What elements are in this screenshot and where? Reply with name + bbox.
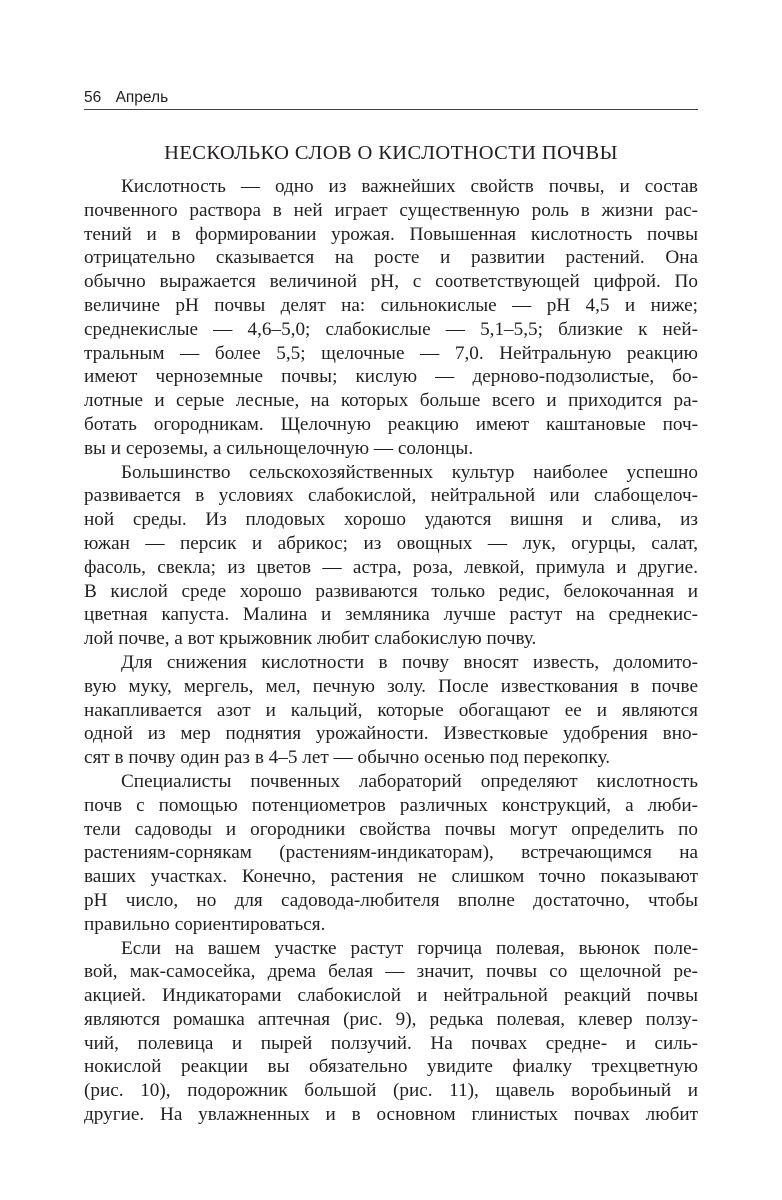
text-line: тральным — более 5,5; щелочные — 7,0. Нейтральную реакцию — [84, 342, 698, 364]
section-name: Апрель — [115, 89, 169, 106]
text-line: почвенного раствора в ней играет существенную роль в жизни рас- — [84, 199, 698, 221]
paragraph — [84, 175, 698, 461]
paragraph — [84, 651, 698, 770]
text-line: лотные и серые лесные, на которых больше всего и приходится ра- — [84, 390, 698, 412]
text-line: Большинство сельскохозяйственных культур наиболее успешно — [121, 461, 698, 483]
text-line: ваших участках. Конечно, растения не слишком точно показывают — [84, 866, 698, 888]
text-line: имеют черноземные почвы; кислую — дерново-подзолистые, бо- — [84, 366, 698, 388]
text-line: сят в почву один раз в 4–5 лет — обычно осенью под перекопку. — [84, 747, 611, 769]
text-line: развивается в условиях слабокислой, нейтральной или слабощелоч- — [84, 485, 698, 507]
text-line: вы и сероземы, а сильнощелочную — солонцы. — [84, 437, 474, 459]
text-line: отрицательно сказывается на росте и развитии растений. Она — [84, 247, 698, 269]
text-line: фасоль, свекла; из цветов — астра, роза, левкой, примула и другие. — [84, 556, 698, 578]
text-line: среднекислые — 4,6–5,0; слабокислые — 5,1–5,5; близкие к ней- — [84, 318, 698, 340]
text-line: ной среды. Из плодовых хорошо удаются вишня и слива, из — [84, 509, 698, 531]
text-line: акцией. Индикаторами слабокислой и нейтральной реакций почвы — [84, 985, 698, 1007]
paragraph — [84, 770, 698, 937]
text-line: ботать огородникам. Щелочную реакцию имеют каштановые поч- — [84, 413, 698, 435]
text-line: вой, мак-самосейка, дрема белая — значит, почвы со щелочной ре- — [84, 961, 698, 983]
text-line: Если на вашем участке растут горчица полевая, вьюнок поле- — [121, 937, 698, 959]
article-body — [84, 175, 698, 1127]
text-line: Специалисты почвенных лабораторий определяют кислотность — [121, 770, 698, 792]
text-line: одной из мер поднятия урожайности. Известковые удобрения вно- — [84, 723, 698, 745]
text-line: чий, полевица и пырей ползучий. На почвах средне- и силь- — [84, 1032, 698, 1054]
text-line: почв с помощью потенциометров различных конструкций, а люби- — [84, 794, 698, 816]
paragraph — [84, 937, 698, 1127]
text-line: В кислой среде хорошо развиваются только редис, белокочанная и — [84, 580, 698, 602]
text-line: Для снижения кислотности в почву вносят известь, доломито- — [121, 651, 698, 673]
article-title: НЕСКОЛЬКО СЛОВ О КИСЛОТНОСТИ ПОЧВЫ — [164, 142, 618, 164]
text-line: нокислой реакции вы обязательно увидите фиалку трехцветную — [84, 1056, 698, 1078]
running-head — [84, 89, 698, 110]
text-line: вую муку, мергель, мел, печную золу. После известкования в почве — [84, 675, 698, 697]
text-line: лой почве, а вот крыжовник любит слабокислую почву. — [84, 628, 537, 650]
text-line: (рис. 10), подорожник большой (рис. 11), щавель воробьиный и — [84, 1080, 698, 1102]
text-line: накапливается азот и кальций, которые обогащают ее и являются — [84, 699, 698, 721]
text-line: правильно сориентироваться. — [84, 913, 326, 935]
text-line: рН число, но для садовода-любителя вполне достаточно, чтобы — [84, 889, 698, 911]
text-line: обычно выражается величиной рН, с соответствующей цифрой. По — [84, 271, 698, 293]
text-line: цветная капуста. Малина и земляника лучше растут на среднекис- — [84, 604, 698, 626]
text-line: южан — персик и абрикос; из овощных — лук, огурцы, салат, — [84, 532, 698, 554]
text-line: тений и в формировании урожая. Повышенная кислотность почвы — [84, 223, 698, 245]
text-line: растениям-сорнякам (растениям-индикаторам), встречающимся на — [84, 842, 698, 864]
paragraph — [84, 461, 698, 651]
page-number: 56 — [84, 89, 102, 106]
text-line: тели садоводы и огородники свойства почвы могут определить по — [84, 818, 698, 840]
text-line: являются ромашка аптечная (рис. 9), редька полевая, клевер ползу- — [84, 1008, 698, 1030]
text-line: другие. На увлажненных и в основном глинистых почвах любит — [84, 1104, 698, 1126]
text-line: величине рН почвы делят на: сильнокислые — рН 4,5 и ниже; — [84, 294, 698, 316]
text-line: Кислотность — одно из важнейших свойств почвы, и состав — [121, 176, 698, 197]
